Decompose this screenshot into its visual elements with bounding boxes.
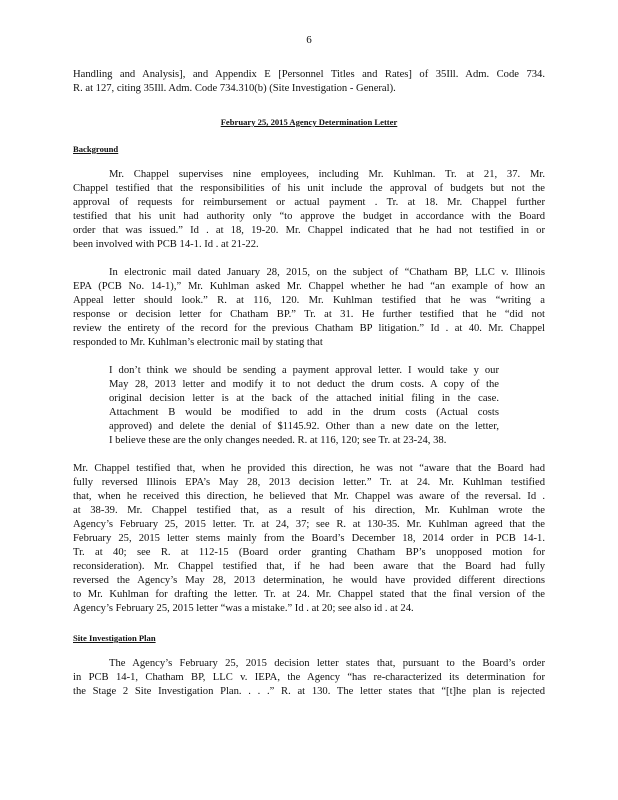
text-line: testified that his unit had authority only “to approve the budget in accordance with the Board xyxy=(73,211,545,222)
subsection-heading-background: Background xyxy=(73,144,119,154)
text-line: The Agency’s February 25, 2015 decision letter states that, pursuant to the Board’s order xyxy=(109,658,545,669)
text-line: Agency’s February 25, 2015 letter. Tr. at 24, 37; see R. at 130-35. Mr. Kuhlman agreed that the xyxy=(73,519,545,530)
page-number: 6 xyxy=(306,34,312,46)
paragraph-3 xyxy=(73,462,545,616)
text-line: May 28, 2013 letter and modify it to not deduct the drum costs. A copy of the xyxy=(109,379,499,390)
text-line: approved) and delete the denial of $1145.92. Other than a new date on the letter, xyxy=(109,421,499,432)
text-line: EPA (PCB No. 14-1),” Mr. Kuhlman asked Mr. Chappel whether he had “an example of how an xyxy=(73,281,545,292)
text-line: I don’t think we should be sending a payment approval letter. I would take y our xyxy=(109,365,499,376)
text-line: R. at 127, citing 35Ill. Adm. Code 734.310(b) (Site Investigation - General). xyxy=(73,83,396,94)
text-line: reversed the Agency’s May 28, 2013 determination, he would have provided different directions xyxy=(73,575,545,586)
text-line: that, when he received this direction, he believed that Mr. Chappel was aware of the reversal. Id . xyxy=(73,491,545,502)
text-line: order that was issued.” Id . at 18, 19-20. Mr. Chappel indicated that he had not testified in or xyxy=(73,225,545,236)
text-line: approval of requests for reimbursement or actual payment . Tr. at 18. Mr. Chappel further xyxy=(73,197,545,208)
text-line: Appeal letter should look.” R. at 116, 120. Mr. Kuhlman testified that he was “writing a xyxy=(73,295,545,306)
text-line: the Stage 2 Site Investigation Plan. . . .” R. at 130. The letter states that “[t]he plan is rejected xyxy=(73,686,545,697)
paragraph-2 xyxy=(73,266,545,350)
text-line: Chappel testified that the responsibilities of his unit include the approval of budgets but not the xyxy=(73,183,545,194)
text-line: review the entirety of the record for the previous Chatham BP litigation.” Id . at 40. Mr. Chappel xyxy=(73,323,545,334)
text-line: reconsideration). Mr. Chappel testified that, if he had been aware that the Board had fully xyxy=(73,561,545,572)
intro-paragraph xyxy=(73,68,545,96)
paragraph-1 xyxy=(73,168,545,252)
text-line: at 38-39. Mr. Chappel testified that, as a result of his direction, Mr. Kuhlman wrote the xyxy=(73,505,545,516)
text-line: Tr. at 40; see R. at 112-15 (Board order granting Chatham BP’s unopposed motion for xyxy=(73,547,545,558)
text-line: been involved with PCB 14-1. Id . at 21-22. xyxy=(73,239,259,250)
block-quote xyxy=(109,364,499,448)
text-line: to Mr. Kuhlman for drafting the letter. Tr. at 24. Mr. Chappel stated that the final version of the xyxy=(73,589,545,600)
text-line: responded to Mr. Kuhlman’s electronic mail by stating that xyxy=(73,337,323,348)
text-line: Agency’s February 25, 2015 letter “was a mistake.” Id . at 20; see also id . at 24. xyxy=(73,603,414,614)
paragraph-4 xyxy=(73,657,545,699)
text-line: fully reversed Illinois EPA’s May 28, 2013 decision letter.” Tr. at 24. Mr. Kuhlman testified xyxy=(73,477,545,488)
text-line: Mr. Chappel supervises nine employees, including Mr. Kuhlman. Tr. at 21, 37. Mr. xyxy=(109,169,545,180)
section-heading-letter: February 25, 2015 Agency Determination Letter xyxy=(220,117,398,127)
subsection-heading-plan: Site Investigation Plan xyxy=(73,633,156,643)
text-line: Handling and Analysis], and Appendix E [Personnel Titles and Rates] of 35Ill. Adm. Code 734. xyxy=(73,69,545,80)
text-line: in PCB 14-1, Chatham BP, LLC v. IEPA, the Agency “has re-characterized its determination for xyxy=(73,672,545,683)
text-line: I believe these are the only changes needed. R. at 116, 120; see Tr. at 23-24, 38. xyxy=(109,435,447,446)
text-line: original decision letter is at the back of the attached initial filing in the case. xyxy=(109,393,499,404)
text-line: February 25, 2015 letter stems mainly from the Board’s December 18, 2014 order in PCB 14-1. xyxy=(73,533,545,544)
text-line: response or decision letter for Chatham BP.” Tr. at 31. He further testified that he “did not xyxy=(73,309,545,320)
text-line: Mr. Chappel testified that, when he provided this direction, he was not “aware that the Board had xyxy=(73,463,545,474)
text-line: In electronic mail dated January 28, 2015, on the subject of “Chatham BP, LLC v. Illinois xyxy=(109,267,545,278)
text-line: Attachment B would be modified to add in the drum costs (Actual costs xyxy=(109,407,499,418)
